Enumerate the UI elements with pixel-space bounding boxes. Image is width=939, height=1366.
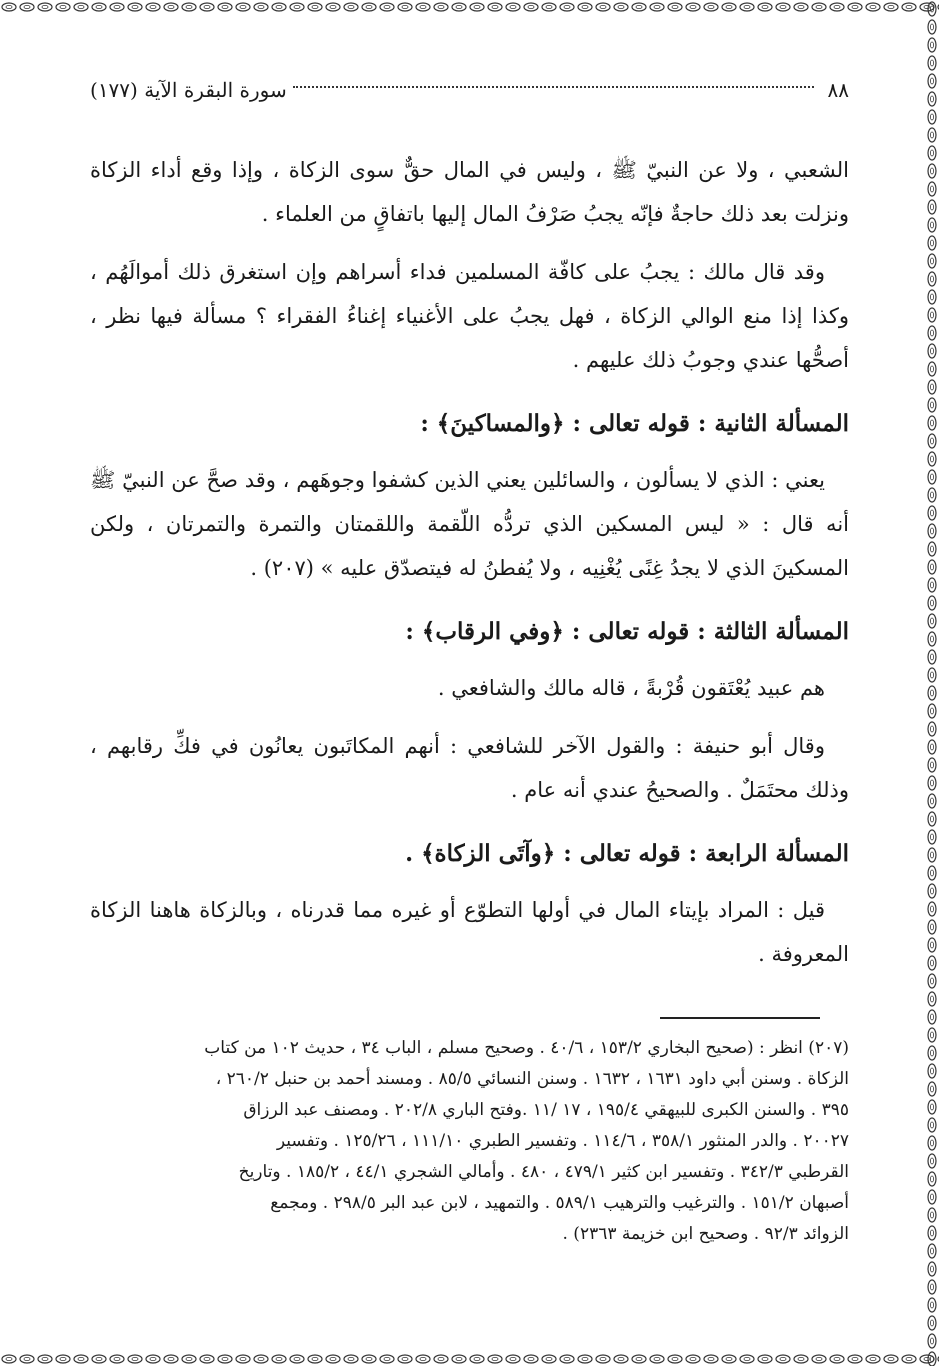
decorative-border-right xyxy=(925,0,939,1366)
paragraph: وقال أبو حنيفة : والقول الآخر للشافعي : أنهم المكاتَبون يعانُون في فكِّ رقابهم ، وذلك محتَمَلٌ . والصحيحُ عندي أنه عام . xyxy=(90,734,849,802)
paragraph: وقد قال مالك : يجبُ على كافّة المسلمين فداء أسراهم وإن استغرق ذلك أموالَهُم ، وكذا إذا منع الوالي الزكاة ، فهل يجبُ على الأغنياء إغناءُ الفقراء ؟ مسألة فيها نظر ، أصحُّها عندي وجوبُ ذلك عليهم . xyxy=(90,260,849,372)
chain-pattern-icon xyxy=(925,0,939,1366)
paragraph: الشعبي ، ولا عن النبيّ ﷺ ، وليس في المال حقٌّ سوى الزكاة ، وإذا وقع أداء الزكاة ونزلت بعد ذلك حاجةٌ فإنّه يجبُ صَرْفُ المال إليها باتفاقٍ من العلماء . xyxy=(90,158,849,226)
footnote-line: ٣٩٥ . والسنن الكبرى للبيهقي ١٩٥/٤ ، ١٧ /١١ .وفتح الباري ٢٠٢/٨ . ومصنف عبد الرزاق xyxy=(243,1100,849,1120)
section-heading: المسألة الثانية : قوله تعالى : ﴿والمساكينَ﴾ : xyxy=(420,410,849,437)
footnote-line: ٢٠٠٢٧ . والدر المنثور ٣٥٨/١ ، ١١٤/٦ . وتفسير الطبري ١١١/١٠ ، ١٢٥/٢٦ . وتفسير xyxy=(276,1131,849,1151)
footnote-line: (٢٠٧) انظر : (صحيح البخاري ١٥٣/٢ ، ٤٠/٦ . وصحيح مسلم ، الباب ٣٤ ، حديث ١٠٢ من كتاب xyxy=(204,1038,849,1058)
footnotes xyxy=(90,1033,849,1250)
footnote-line: الزوائد ٩٢/٣ . وصحيح ابن خزيمة ٢٣٦٣) . xyxy=(562,1224,849,1244)
section-heading: المسألة الثالثة : قوله تعالى : ﴿وفي الرقاب﴾ : xyxy=(405,618,849,645)
chapter-title: سورة البقرة الآية (١٧٧) xyxy=(90,78,287,102)
paragraph: قيل : المراد بإيتاء المال في أولها التطوّع أو غيره مما قدرناه ، وبالزكاة هاهنا الزكاة المعروفة . xyxy=(90,898,849,966)
paragraph: يعني : الذي لا يسألون ، والسائلين يعني الذين كشفوا وجوهَهم ، وقد صحَّ عن النبيّ ﷺ أنه قال : « ليس المسكين الذي تردُّه اللّقمة واللقمتان والتمرة والتمرتان ، ولكن المسكينَ الذي لا يجدُ غِنًى يُغْنِيه ، ولا يُفطنُ له فيتصدّق عليه » (٢٠٧) . xyxy=(90,468,849,580)
paragraph: هم عبيد يُعْتَقون قُرْبةً ، قاله مالك والشافعي . xyxy=(437,676,825,700)
footnote-line: الزكاة . وسنن أبي داود ١٦٣١ ، ١٦٣٢ . وسنن النسائي ٨٥/٥ . ومسند أحمد بن حنبل ٢٦٠/٢ ، xyxy=(215,1069,849,1089)
footnote-line: أصبهان ١٥١/٢ . والترغيب والترهيب ٥٨٩/١ . والتمهيد ، لابن عبد البر ٢٩٨/٥ . ومجمع xyxy=(270,1193,849,1213)
footnote-line: القرطبي ٣٤٢/٣ . وتفسير ابن كثير ٤٧٩/١ ، ٤٨٠ . وأمالي الشجري ٤٤/١ ، ١٨٥/٢ . وتاريخ xyxy=(238,1162,849,1182)
footnote-area xyxy=(90,0,849,1366)
page-number: ٨٨ xyxy=(827,78,849,102)
section-heading: المسألة الرابعة : قوله تعالى : ﴿وآتَى الزكاة﴾ . xyxy=(405,840,849,867)
